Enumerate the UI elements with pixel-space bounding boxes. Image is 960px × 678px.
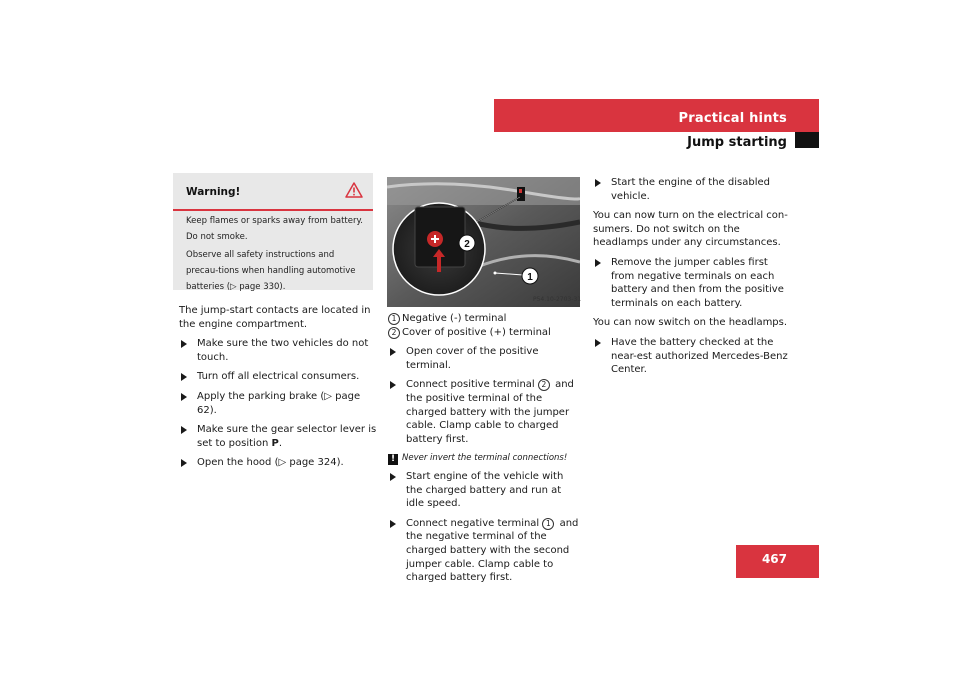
step-text: Connect negative terminal — [406, 517, 543, 529]
caution-text: Never invert the terminal connections! — [402, 453, 568, 464]
exclamation-icon: ! — [388, 454, 398, 465]
step-item: Open the hood (▷ page 324). — [179, 456, 377, 470]
section-title: Practical hints — [678, 111, 787, 126]
callout-1: 1 — [527, 272, 533, 283]
warning-box — [173, 173, 373, 290]
warning-text: Observe all safety instructions and precau-tions when handling automotive batteries (▷ page 330). — [186, 250, 356, 292]
step-item: Open cover of the positive terminal. — [388, 345, 580, 372]
step-text: Connect positive terminal — [406, 379, 538, 391]
step-item — [388, 517, 580, 585]
intro-paragraph: The jump-start contacts are located in the engine compartment. — [179, 305, 371, 330]
step-item — [388, 378, 580, 446]
paragraph: You can now switch on the headlamps. — [593, 317, 788, 329]
terminal-number: 2 — [538, 379, 550, 391]
legend-number: 1 — [388, 313, 400, 325]
paragraph: You can now turn on the electrical con-sumers. Do not switch on the headlamps under any circumstances. — [593, 210, 788, 249]
figure-code: P54.10-2703-31 — [533, 296, 582, 303]
column-2 — [388, 312, 580, 585]
step-item: Make sure the two vehicles do not touch. — [179, 337, 377, 364]
legend-text: Cover of positive (+) terminal — [402, 326, 551, 338]
step-item — [179, 423, 377, 450]
column-1 — [179, 304, 377, 470]
battery-photo — [387, 177, 580, 307]
warning-triangle-icon — [345, 182, 363, 198]
step-item: Apply the parking brake (▷ page 62). — [179, 390, 377, 417]
column-3 — [593, 176, 788, 377]
step-item: Start the engine of the disabled vehicle. — [593, 176, 788, 203]
subsection-title: Jump starting — [687, 135, 787, 150]
legend-number: 2 — [388, 327, 400, 339]
step-item: Remove the jumper cables first from negative terminals on each battery and then from the positive terminals on each battery. — [593, 256, 788, 310]
legend-item — [388, 326, 580, 340]
warning-body — [186, 213, 368, 297]
page-number: 467 — [761, 552, 787, 566]
step-text-end: . — [278, 437, 282, 449]
gear-position: P — [271, 437, 279, 449]
step-item: Start engine of the vehicle with the charged battery and run at idle speed. — [388, 470, 580, 511]
step-text: and the negative terminal of the charged battery with the second jumper cable. Clamp cable to charged battery first. — [406, 517, 579, 584]
step-text: Make sure the gear selector lever is set to position — [197, 424, 377, 449]
legend-item — [388, 312, 580, 326]
warning-title: Warning! — [186, 186, 241, 198]
terminal-number: 1 — [542, 518, 554, 530]
callout-2: 2 — [464, 239, 470, 250]
step-item: Have the battery checked at the near-est authorized Mercedes-Benz Center. — [593, 336, 788, 377]
header-marker — [795, 132, 819, 148]
step-text: and the positive terminal of the charged battery with the jumper cable. Clamp cable to charged battery first. — [406, 379, 574, 445]
warning-text: Keep flames or sparks away from battery. Do not smoke. — [186, 216, 363, 242]
step-item: Turn off all electrical consumers. — [179, 370, 377, 384]
warning-header — [173, 173, 373, 211]
caution-note — [388, 452, 580, 466]
legend-text: Negative (-) terminal — [402, 313, 507, 324]
